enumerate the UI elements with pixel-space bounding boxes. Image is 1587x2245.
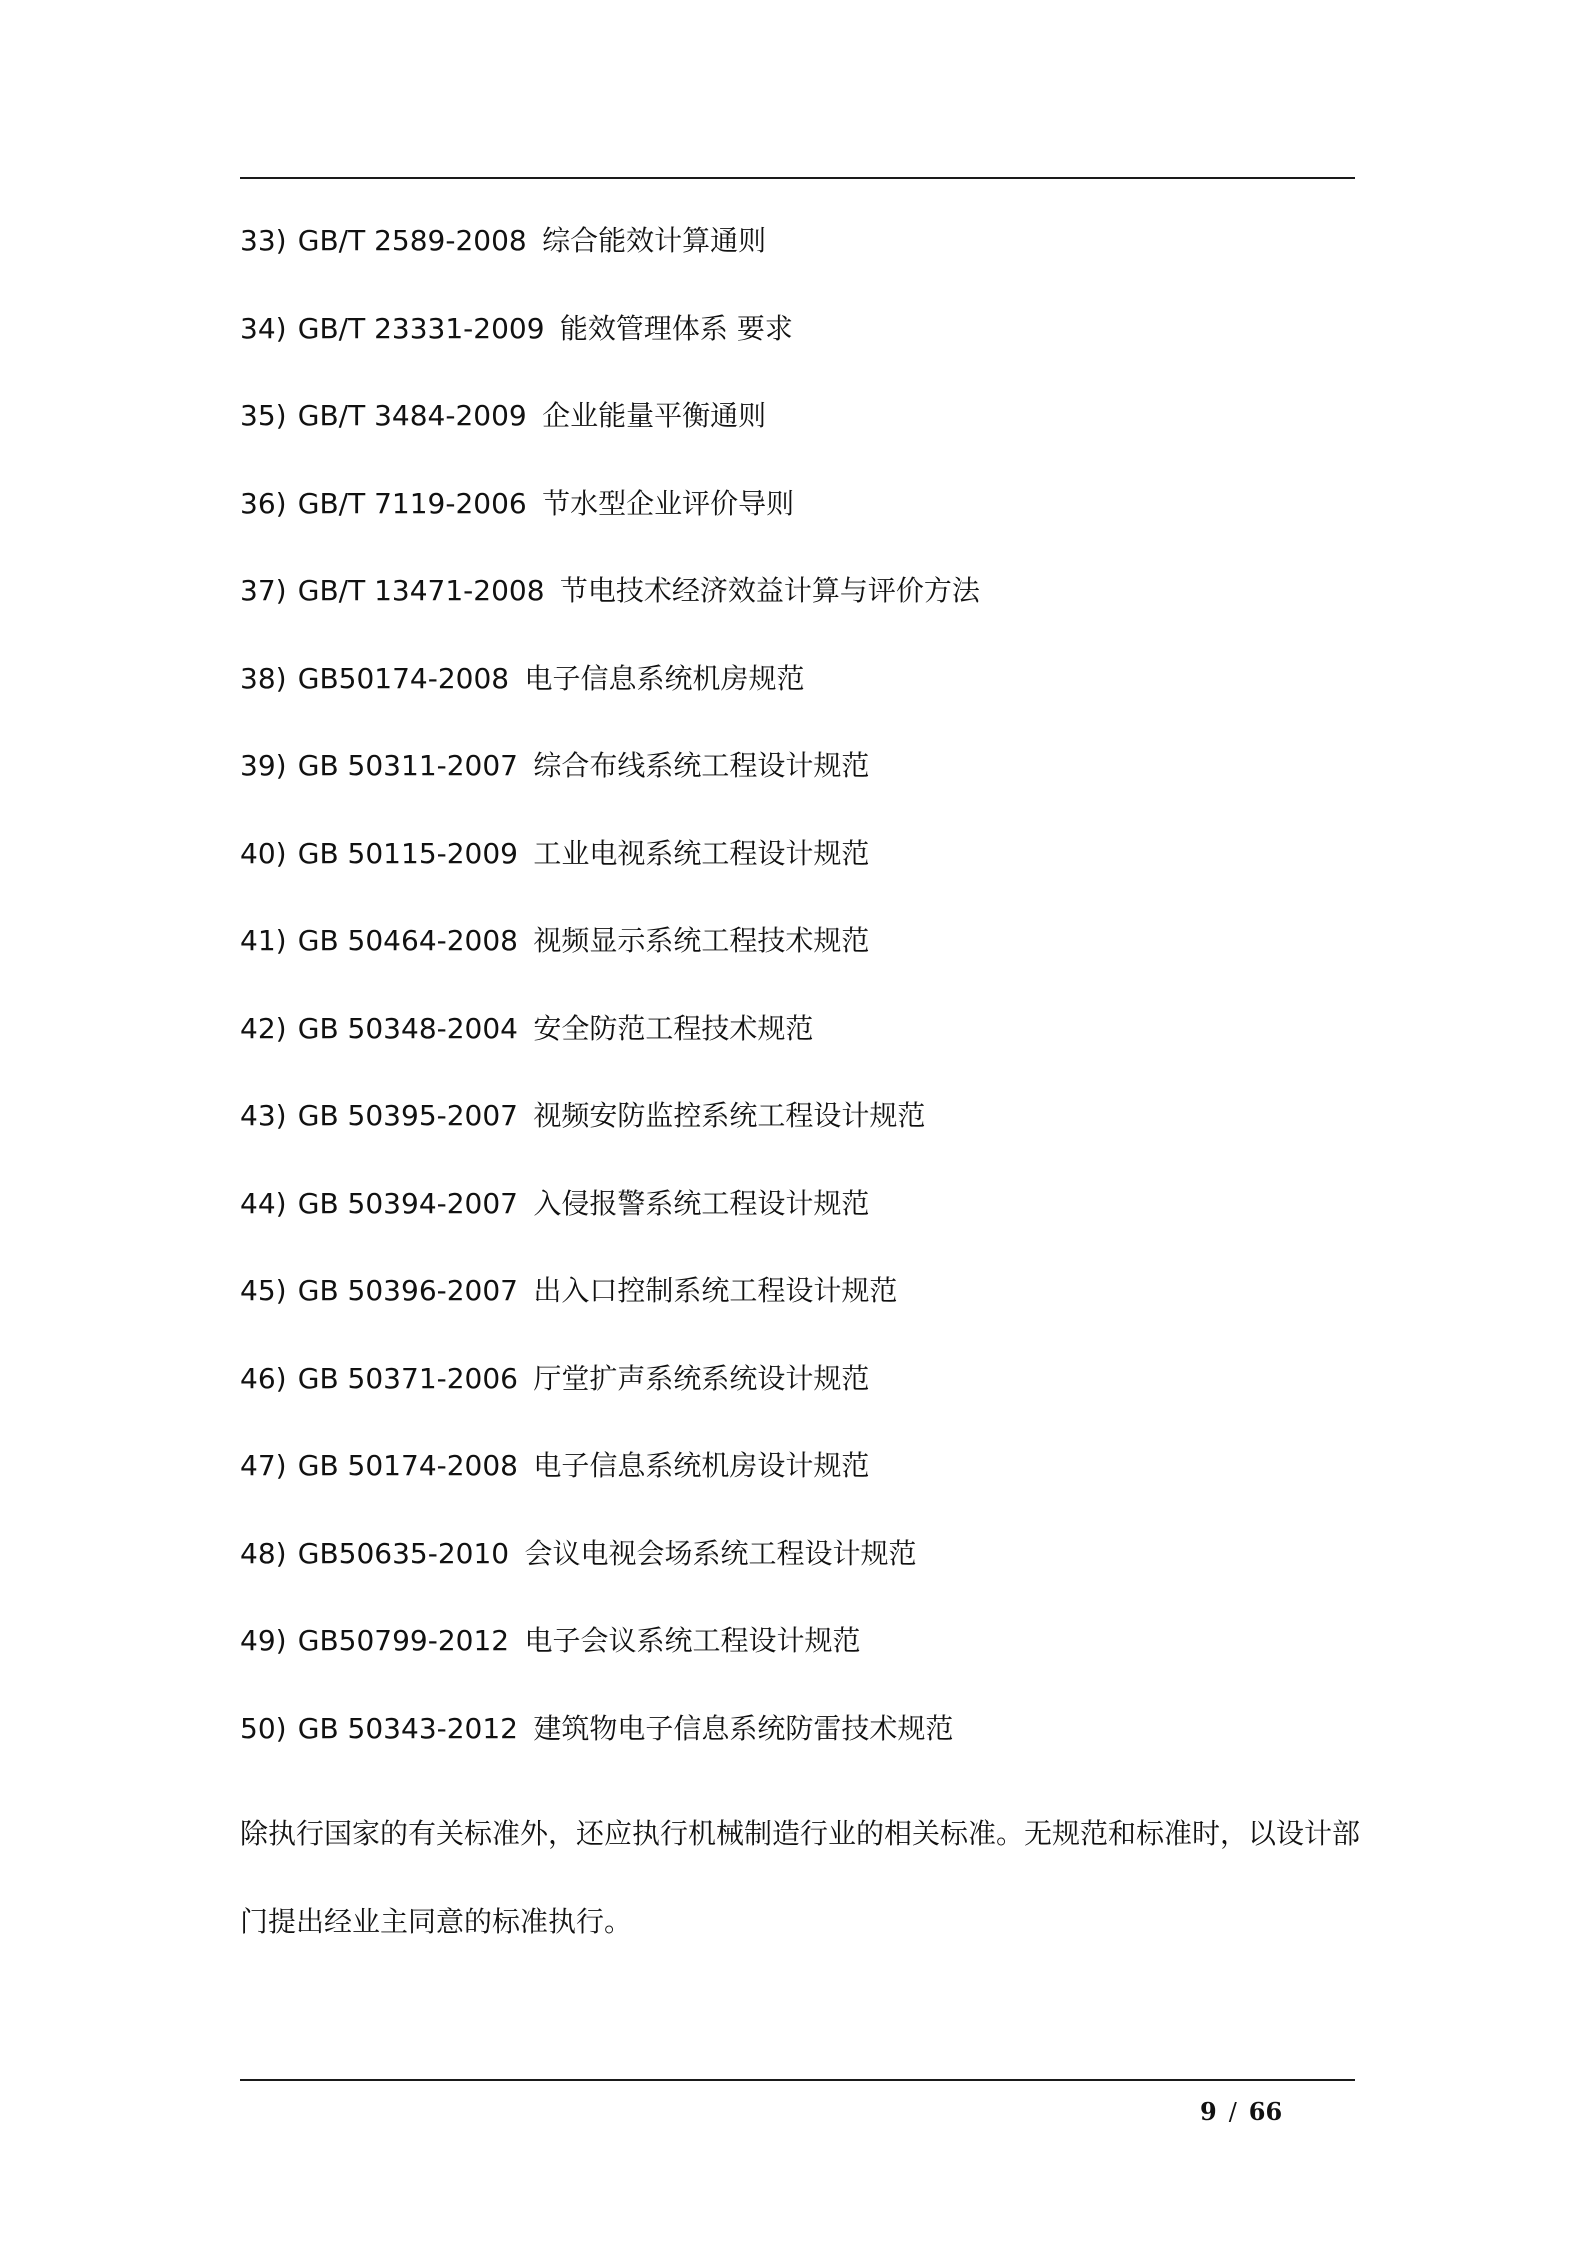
page-number (1200, 2095, 1360, 2129)
item-number: 44) (240, 1186, 287, 1220)
standard-code: GB 50395-2007 (297, 1099, 518, 1132)
standard-code: GB 50348-2004 (297, 1011, 518, 1045)
standard-title: 电子会议系统工程设计规范 (524, 1624, 861, 1657)
standard-code: GB 50394-2007 (297, 1186, 518, 1220)
standard-code: GB 50115-2009 (297, 836, 518, 870)
item-number: 41) (240, 924, 287, 957)
item-number: 46) (240, 1361, 287, 1395)
list-item (240, 1443, 1355, 1531)
standard-title: 工业电视系统工程设计规范 (533, 836, 870, 870)
standard-code: GB 50371-2006 (297, 1361, 518, 1395)
item-number: 50) (240, 1711, 287, 1745)
list-item (240, 831, 1355, 919)
standard-code: GB50174-2008 (297, 661, 510, 695)
standard-title: 能效管理体系 要求 (559, 311, 793, 345)
list-item (240, 393, 1355, 481)
list-item (240, 568, 1355, 656)
item-number: 40) (240, 836, 287, 870)
standard-title: 综合能效计算通则 (542, 224, 767, 257)
standard-code: GB/T 3484-2009 (297, 399, 527, 432)
list-item (240, 743, 1355, 831)
standard-code: GB/T 23331-2009 (297, 311, 545, 345)
closing-paragraph (240, 1790, 1360, 1966)
standard-title: 综合布线系统工程设计规范 (533, 749, 870, 782)
standard-code: GB/T 13471-2008 (297, 574, 545, 607)
standard-title: 厅堂扩声系统系统设计规范 (533, 1361, 870, 1395)
standard-code: GB 50174-2008 (297, 1449, 518, 1482)
standard-title: 安全防范工程技术规范 (533, 1011, 814, 1045)
item-number: 49) (240, 1624, 287, 1657)
current-page: 9 (1200, 2097, 1217, 2126)
standard-code: GB50799-2012 (297, 1624, 510, 1657)
standard-title: 入侵报警系统工程设计规范 (533, 1186, 870, 1220)
item-number: 47) (240, 1449, 287, 1482)
list-item (240, 481, 1355, 569)
standard-title: 企业能量平衡通则 (542, 399, 767, 432)
list-item (240, 1006, 1355, 1094)
total-pages: 66 (1248, 2097, 1283, 2126)
footer-rule (240, 2079, 1355, 2081)
item-number: 42) (240, 1011, 287, 1045)
item-number: 36) (240, 486, 287, 520)
item-number: 33) (240, 224, 287, 257)
paragraph-line-1: 除执行国家的有关标准外，还应执行机械制造行业的相关标准。无规范和标准时，以设计部 (240, 1817, 1361, 1850)
standard-title: 视频安防监控系统工程设计规范 (533, 1099, 926, 1132)
standard-title: 会议电视会场系统工程设计规范 (524, 1536, 917, 1570)
standard-title: 节水型企业评价导则 (542, 486, 795, 520)
list-item (240, 1356, 1355, 1444)
page-separator: / (1228, 2098, 1237, 2126)
standard-title: 节电技术经济效益计算与评价方法 (559, 574, 980, 607)
list-item (240, 1618, 1355, 1706)
standard-code: GB/T 2589-2008 (297, 224, 527, 257)
standard-code: GB 50464-2008 (297, 924, 518, 957)
standard-code: GB 50343-2012 (297, 1711, 518, 1745)
item-number: 48) (240, 1536, 287, 1570)
item-number: 43) (240, 1099, 287, 1132)
standard-title: 建筑物电子信息系统防雷技术规范 (533, 1711, 954, 1745)
standard-code: GB50635-2010 (297, 1536, 510, 1570)
header-rule (240, 177, 1355, 179)
list-item (240, 1268, 1355, 1356)
item-number: 38) (240, 661, 287, 695)
list-item (240, 306, 1355, 394)
list-item (240, 1181, 1355, 1269)
item-number: 45) (240, 1274, 287, 1307)
item-number: 35) (240, 399, 287, 432)
item-number: 37) (240, 574, 287, 607)
standard-title: 视频显示系统工程技术规范 (533, 924, 870, 957)
standard-title: 电子信息系统机房设计规范 (533, 1449, 870, 1482)
list-item (240, 918, 1355, 1006)
item-number: 34) (240, 311, 287, 345)
standard-code: GB 50396-2007 (297, 1274, 518, 1307)
standard-title: 电子信息系统机房规范 (524, 661, 805, 695)
paragraph-line-2: 门提出经业主同意的标准执行。 (240, 1905, 633, 1938)
item-number: 39) (240, 749, 287, 782)
list-item (240, 1093, 1355, 1181)
standard-title: 出入口控制系统工程设计规范 (533, 1274, 898, 1307)
list-item (240, 1706, 1355, 1794)
standard-code: GB 50311-2007 (297, 749, 518, 782)
standard-code: GB/T 7119-2006 (297, 486, 527, 520)
list-item (240, 656, 1355, 744)
list-item (240, 218, 1355, 306)
list-item (240, 1531, 1355, 1619)
standards-list (240, 218, 1355, 1793)
